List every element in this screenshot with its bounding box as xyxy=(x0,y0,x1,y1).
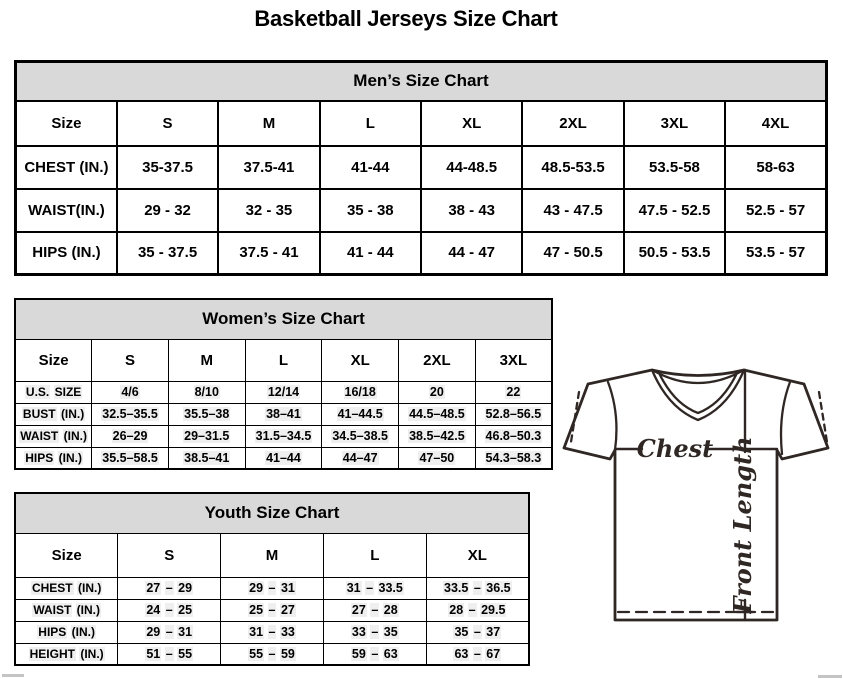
womens-row-label: HIPS (IN.) xyxy=(15,447,92,469)
mens-row-label: WAIST(IN.) xyxy=(16,189,117,232)
youth-value-cell: 55 – 59 xyxy=(221,643,324,665)
mens-value-cell: 37.5-41 xyxy=(218,146,319,189)
womens-row-label: BUST (IN.) xyxy=(15,403,92,425)
youth-value-cell: 29 – 31 xyxy=(221,577,324,599)
mens-value-cell: 29 - 32 xyxy=(117,189,218,232)
mens-table-row xyxy=(16,232,827,275)
womens-value-cell: 29–31.5 xyxy=(168,425,245,447)
womens-chart-title: Women’s Size Chart xyxy=(15,299,552,339)
jersey-outline-icon xyxy=(564,370,828,620)
womens-value-cell: 38–41 xyxy=(245,403,322,425)
youth-column-header: XL xyxy=(426,533,529,577)
front-length-measure-label: Front Length xyxy=(728,436,757,614)
womens-value-cell: 38.5–41 xyxy=(168,447,245,469)
womens-column-header: L xyxy=(245,339,322,381)
womens-value-cell: 34.5–38.5 xyxy=(322,425,399,447)
womens-row-label: U.S. SIZE xyxy=(15,381,92,403)
youth-value-cell: 28 – 29.5 xyxy=(426,599,529,621)
womens-row-label: WAIST (IN.) xyxy=(15,425,92,447)
youth-chart-title: Youth Size Chart xyxy=(15,493,529,533)
mens-value-cell: 37.5 - 41 xyxy=(218,232,319,275)
youth-column-header: M xyxy=(221,533,324,577)
womens-size-chart-table xyxy=(14,298,553,470)
womens-column-header: M xyxy=(168,339,245,381)
womens-column-header: S xyxy=(92,339,169,381)
mens-value-cell: 43 - 47.5 xyxy=(522,189,623,232)
youth-value-cell: 35 – 37 xyxy=(426,621,529,643)
mens-value-cell: 50.5 - 53.5 xyxy=(624,232,725,275)
mens-row-label: CHEST (IN.) xyxy=(16,146,117,189)
youth-table-row xyxy=(15,599,529,621)
womens-value-cell: 26–29 xyxy=(92,425,169,447)
horizontal-scrollbar-thumb-right[interactable] xyxy=(818,675,842,678)
womens-value-cell: 12/14 xyxy=(245,381,322,403)
mens-column-header: XL xyxy=(421,101,522,146)
chest-measure-label: Chest xyxy=(636,434,714,463)
youth-value-cell: 27 – 28 xyxy=(323,599,426,621)
youth-row-label: CHEST (IN.) xyxy=(15,577,118,599)
womens-value-cell: 41–44 xyxy=(245,447,322,469)
womens-value-cell: 22 xyxy=(475,381,552,403)
youth-value-cell: 29 – 31 xyxy=(118,621,221,643)
page-title: Basketball Jerseys Size Chart xyxy=(254,6,558,31)
mens-value-cell: 44 - 47 xyxy=(421,232,522,275)
mens-value-cell: 48.5-53.5 xyxy=(522,146,623,189)
womens-value-cell: 8/10 xyxy=(168,381,245,403)
youth-value-cell: 33.5 – 36.5 xyxy=(426,577,529,599)
womens-value-cell: 35.5–38 xyxy=(168,403,245,425)
mens-value-cell: 35 - 37.5 xyxy=(117,232,218,275)
mens-value-cell: 53.5-58 xyxy=(624,146,725,189)
mens-column-header: M xyxy=(218,101,319,146)
youth-column-header: Size xyxy=(15,533,118,577)
youth-value-cell: 59 – 63 xyxy=(323,643,426,665)
womens-table-row xyxy=(15,425,552,447)
mens-value-cell: 52.5 - 57 xyxy=(725,189,826,232)
mens-value-cell: 41 - 44 xyxy=(320,232,421,275)
youth-value-cell: 63 – 67 xyxy=(426,643,529,665)
youth-table-row xyxy=(15,577,529,599)
mens-value-cell: 47.5 - 52.5 xyxy=(624,189,725,232)
mens-column-header: Size xyxy=(16,101,117,146)
mens-chart-title: Men’s Size Chart xyxy=(16,62,827,101)
womens-value-cell: 31.5–34.5 xyxy=(245,425,322,447)
youth-value-cell: 25 – 27 xyxy=(221,599,324,621)
youth-column-header: L xyxy=(323,533,426,577)
mens-column-header: 2XL xyxy=(522,101,623,146)
womens-value-cell: 38.5–42.5 xyxy=(399,425,476,447)
youth-row-label: HIPS (IN.) xyxy=(15,621,118,643)
mens-value-cell: 53.5 - 57 xyxy=(725,232,826,275)
jersey-measurement-diagram xyxy=(558,362,840,627)
womens-value-cell: 54.3–58.3 xyxy=(475,447,552,469)
youth-value-cell: 31 – 33.5 xyxy=(323,577,426,599)
mens-column-header: 4XL xyxy=(725,101,826,146)
mens-column-header: S xyxy=(117,101,218,146)
womens-value-cell: 44–47 xyxy=(322,447,399,469)
mens-value-cell: 35-37.5 xyxy=(117,146,218,189)
womens-value-cell: 16/18 xyxy=(322,381,399,403)
mens-value-cell: 32 - 35 xyxy=(218,189,319,232)
youth-value-cell: 31 – 33 xyxy=(221,621,324,643)
mens-value-cell: 35 - 38 xyxy=(320,189,421,232)
womens-value-cell: 32.5–35.5 xyxy=(92,403,169,425)
mens-size-chart-table xyxy=(14,60,828,276)
womens-column-header: Size xyxy=(15,339,92,381)
youth-value-cell: 33 – 35 xyxy=(323,621,426,643)
mens-table-row xyxy=(16,189,827,232)
womens-value-cell: 47–50 xyxy=(399,447,476,469)
womens-column-header: 2XL xyxy=(399,339,476,381)
mens-column-header: 3XL xyxy=(624,101,725,146)
mens-column-header: L xyxy=(320,101,421,146)
youth-value-cell: 51 – 55 xyxy=(118,643,221,665)
youth-column-header: S xyxy=(118,533,221,577)
youth-value-cell: 27 – 29 xyxy=(118,577,221,599)
collar-icon xyxy=(652,370,744,420)
womens-table-row xyxy=(15,403,552,425)
womens-value-cell: 20 xyxy=(399,381,476,403)
womens-value-cell: 44.5–48.5 xyxy=(399,403,476,425)
womens-table-row xyxy=(15,447,552,469)
mens-table-row xyxy=(16,146,827,189)
mens-value-cell: 38 - 43 xyxy=(421,189,522,232)
youth-table-row xyxy=(15,643,529,665)
womens-value-cell: 35.5–58.5 xyxy=(92,447,169,469)
womens-column-header: XL xyxy=(322,339,399,381)
mens-value-cell: 58-63 xyxy=(725,146,826,189)
youth-value-cell: 24 – 25 xyxy=(118,599,221,621)
womens-value-cell: 4/6 xyxy=(92,381,169,403)
mens-value-cell: 41-44 xyxy=(320,146,421,189)
womens-column-header: 3XL xyxy=(475,339,552,381)
mens-value-cell: 47 - 50.5 xyxy=(522,232,623,275)
horizontal-scrollbar-thumb-left[interactable] xyxy=(2,674,24,677)
womens-value-cell: 46.8–50.3 xyxy=(475,425,552,447)
youth-row-label: HEIGHT (IN.) xyxy=(15,643,118,665)
youth-size-chart-table xyxy=(14,492,530,666)
mens-value-cell: 44-48.5 xyxy=(421,146,522,189)
womens-table-row xyxy=(15,381,552,403)
womens-value-cell: 41–44.5 xyxy=(322,403,399,425)
youth-row-label: WAIST (IN.) xyxy=(15,599,118,621)
mens-row-label: HIPS (IN.) xyxy=(16,232,117,275)
womens-value-cell: 52.8–56.5 xyxy=(475,403,552,425)
youth-table-row xyxy=(15,621,529,643)
